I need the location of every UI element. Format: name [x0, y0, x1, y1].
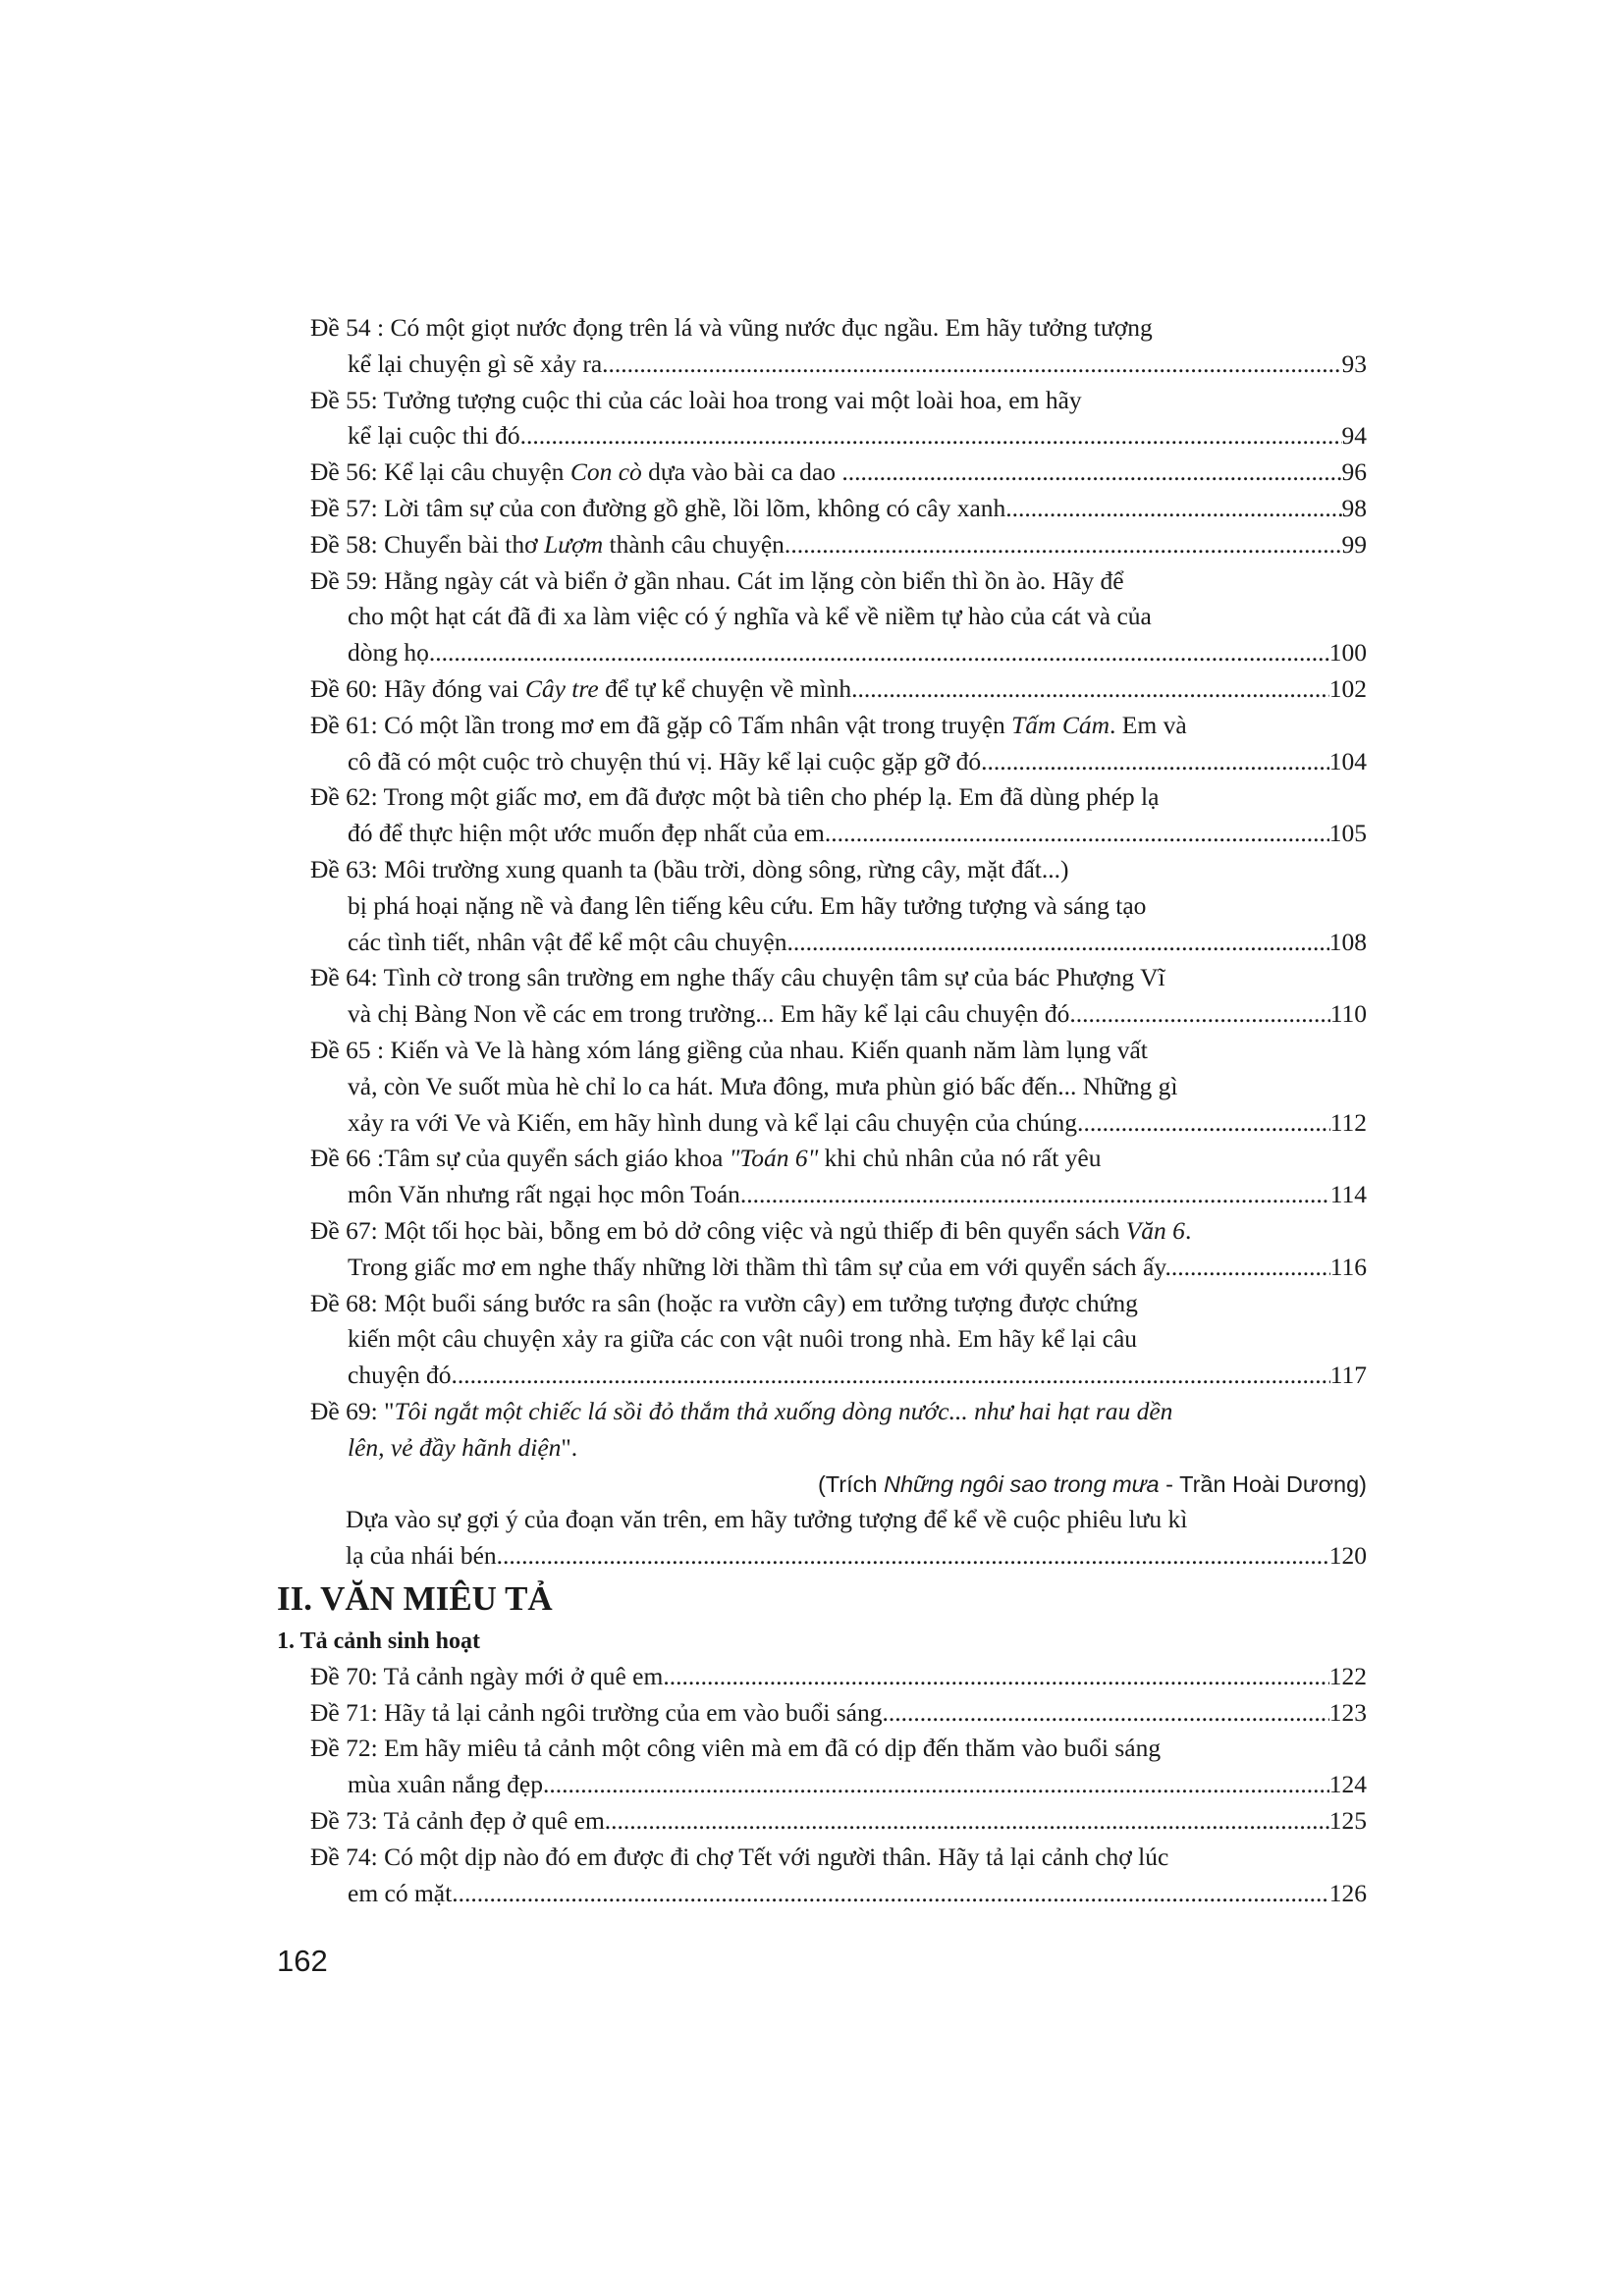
toc-entry-74-cont: em có mặt. ..... 126 [277, 1876, 1367, 1912]
page-ref: 105 [1328, 819, 1367, 848]
toc-entry-62: Đề 62: Trong một giấc mơ, em đã được một bà tiên cho phép lạ. Em đã dùng phép lạ [310, 782, 1160, 812]
toc-entry-54-cont: kể lại chuyện gì sẽ xảy ra. ..... 93 [277, 347, 1367, 383]
page-ref: 94 [1341, 421, 1367, 451]
toc-entry-68-cont: kiến một câu chuyện xảy ra giữa các con vật nuôi trong nhà. Em hãy kể lại câu [348, 1324, 1138, 1354]
dot-leader [860, 454, 1341, 491]
dot-leader [435, 635, 1329, 671]
toc-entry-65-cont: xảy ra với Ve và Kiến, em hãy hình dung và kể lại câu chuyện của chúng. ..... 112 [277, 1105, 1367, 1142]
dot-leader [549, 1767, 1328, 1803]
page-ref: 120 [1328, 1541, 1367, 1571]
dot-leader [1012, 491, 1342, 527]
toc-entry-59: Đề 59: Hằng ngày cát và biển ở gần nhau. Cát im lặng còn biển thì ồn ào. Hãy để [310, 565, 1124, 595]
page-ref: 96 [1341, 457, 1367, 487]
dot-leader [459, 1876, 1329, 1912]
toc-entry-64-cont: và chị Bàng Non về các em trong trường... Em hãy kể lại câu chuyện đó. ..... 110 [277, 996, 1367, 1033]
dot-leader [787, 925, 1329, 961]
dot-leader [1083, 1105, 1329, 1142]
page-ref: 110 [1329, 999, 1367, 1029]
citation: (Trích Những ngôi sao trong mưa - Trần Hoài Dương) [817, 1470, 1367, 1497]
toc-entry-55: Đề 55: Tưởng tượng cuộc thi của các loài hoa trong vai một loài hoa, em hãy [310, 385, 1082, 414]
page-ref: 122 [1328, 1661, 1367, 1690]
toc-entry-59-cont: dòng họ. ..... 100 [277, 635, 1367, 671]
toc-entry-68-cont: chuyện đó. ..... 117 [277, 1358, 1367, 1394]
page-ref: 124 [1328, 1770, 1367, 1799]
dot-leader [1076, 996, 1330, 1033]
toc-entry-58: Đề 58: Chuyển bài thơ Lượm thành câu chuyện. ..... 99 [277, 527, 1367, 563]
dot-leader [988, 744, 1329, 780]
toc-entry-56: Đề 56: Kể lại câu chuyện Con cò dựa vào bài ca dao ... ..... 96 [277, 454, 1367, 491]
dot-leader [889, 1695, 1329, 1732]
toc-entry-66: Đề 66 :Tâm sự của quyển sách giáo khoa "Toán 6" khi chủ nhân của nó rất yêu [310, 1144, 1102, 1173]
toc-entry-54: Đề 54 : Có một giọt nước đọng trên lá và vũng nước đục ngầu. Em hãy tưởng tượng [310, 313, 1153, 342]
toc-entry-63: Đề 63: Môi trường xung quanh ta (bầu trời, dòng sông, rừng cây, mặt đất...) [310, 854, 1069, 883]
toc-entry-69-cont: lên, vẻ đầy hãnh diện". [348, 1432, 578, 1462]
quote-text: lên, vẻ đầy hãnh diện [348, 1432, 562, 1462]
toc-entry-68: Đề 68: Một buổi sáng bước ra sân (hoặc ra vườn cây) em tưởng tượng được chứng [310, 1288, 1138, 1317]
page-ref: 100 [1328, 638, 1367, 667]
dot-leader [857, 671, 1328, 708]
toc-entry-66-cont: môn Văn nhưng rất ngại học môn Toán ..... 114 [277, 1177, 1367, 1213]
page-ref: 126 [1328, 1878, 1367, 1907]
dot-leader [790, 527, 1341, 563]
toc-entry-74: Đề 74: Có một dịp nào đó em được đi chợ Tết với người thân. Hãy tả lại cảnh chợ lúc [310, 1842, 1169, 1871]
page-ref: 125 [1328, 1806, 1367, 1836]
toc-entry-62-cont: đó để thực hiện một ước muốn đẹp nhất của em. ..... 105 [277, 816, 1367, 852]
toc-entry-63-cont: các tình tiết, nhân vật để kể một câu chuyện ..... 108 [277, 925, 1367, 961]
page-ref: 116 [1329, 1252, 1367, 1281]
toc-entry-67-cont: Trong giấc mơ em nghe thấy những lời thầm thì tâm sự của em với quyển sách ấy. ..... 116 [277, 1250, 1367, 1286]
page-ref: 108 [1328, 927, 1367, 956]
toc-entry-64: Đề 64: Tình cờ trong sân trường em nghe thấy câu chuyện tâm sự của bác Phượng Vĩ [310, 963, 1165, 992]
page-number: 162 [277, 1944, 328, 1978]
toc-entry-72-cont: mùa xuân nắng đẹp. ..... 124 [277, 1767, 1367, 1803]
section-title: II. VĂN MIÊU TẢ [277, 1578, 553, 1618]
quote-text: Tôi ngắt một chiếc lá sồi đỏ thắm thả xuống dòng nước... như hai hạt rau dền [394, 1396, 1173, 1425]
dot-leader [609, 347, 1342, 383]
subsection-title: 1. Tả cảnh sinh hoạt [277, 1628, 480, 1654]
toc-entry-69-cont: lạ của nhái bén ..... 120 [277, 1538, 1367, 1575]
dot-leader [526, 418, 1342, 454]
page-ref: 104 [1328, 746, 1367, 775]
page-ref: 114 [1329, 1180, 1367, 1209]
toc-entry-71: Đề 71: Hãy tả lại cảnh ngôi trường của em vào buổi sáng. ..... 123 [277, 1695, 1367, 1732]
toc-entry-69: Đề 69: "Tôi ngắt một chiếc lá sồi đỏ thắm thả xuống dòng nước... như hai hạt rau dền [310, 1396, 1173, 1425]
page-ref: 93 [1341, 348, 1367, 378]
page-ref: 98 [1341, 493, 1367, 522]
toc-entry-65: Đề 65 : Kiến và Ve là hàng xóm láng giềng của nhau. Kiến quanh năm làm lụng vất [310, 1035, 1148, 1064]
page-ref: 102 [1328, 673, 1367, 703]
dot-leader [611, 1803, 1329, 1840]
toc-entry-57: Đề 57: Lời tâm sự của con đường gồ ghề, lồi lõm, không có cây xanh. ..... 98 [277, 491, 1367, 527]
toc-entry-63-cont: bị phá hoại nặng nề và đang lên tiếng kêu cứu. Em hãy tưởng tượng và sáng tạo [348, 890, 1147, 920]
dot-leader [670, 1659, 1329, 1695]
dot-leader [458, 1358, 1330, 1394]
toc-entry-65-cont: vả, còn Ve suốt mùa hè chỉ lo ca hát. Mưa đông, mưa phùn gió bấc đến... Những gì [348, 1071, 1178, 1100]
table-of-contents [277, 310, 1367, 1911]
dot-leader [497, 1538, 1329, 1575]
toc-entry-72: Đề 72: Em hãy miêu tả cảnh một công viên mà em đã có dịp đến thăm vào buổi sáng [310, 1734, 1162, 1763]
toc-entry-69-prompt: Dựa vào sự gợi ý của đoạn văn trên, em hãy tưởng tượng để kể về cuộc phiêu lưu kì [346, 1505, 1188, 1534]
page-ref: 117 [1329, 1361, 1367, 1390]
toc-entry-67: Đề 67: Một tối học bài, bỗng em bỏ dở công việc và ngủ thiếp đi bên quyển sách Văn 6. [310, 1215, 1192, 1245]
toc-entry-59-cont: cho một hạt cát đã đi xa làm việc có ý nghĩa và kể về niềm tự hào của cát và của [348, 602, 1152, 631]
toc-entry-60: Đề 60: Hãy đóng vai Cây tre để tự kể chuyện về mình. ..... 102 [277, 671, 1367, 708]
toc-entry-70: Đề 70: Tả cảnh ngày mới ở quê em. ..... 122 [277, 1659, 1367, 1695]
toc-entry-61: Đề 61: Có một lần trong mơ em đã gặp cô Tấm nhân vật trong truyện Tấm Cám. Em và [310, 710, 1187, 739]
toc-entry-55-cont: kể lại cuộc thi đó. ..... 94 [277, 418, 1367, 454]
page-ref: 112 [1329, 1107, 1367, 1137]
page-ref: 123 [1328, 1697, 1367, 1727]
toc-entry-73: Đề 73: Tả cảnh đẹp ở quê em. ..... 125 [277, 1803, 1367, 1840]
toc-entry-61-cont: cô đã có một cuộc trò chuyện thú vị. Hãy kể lại cuộc gặp gỡ đó. ..... 104 [277, 744, 1367, 780]
dot-leader [831, 816, 1329, 852]
dot-leader [1171, 1250, 1330, 1286]
page-ref: 99 [1341, 529, 1367, 559]
dot-leader [740, 1177, 1330, 1213]
